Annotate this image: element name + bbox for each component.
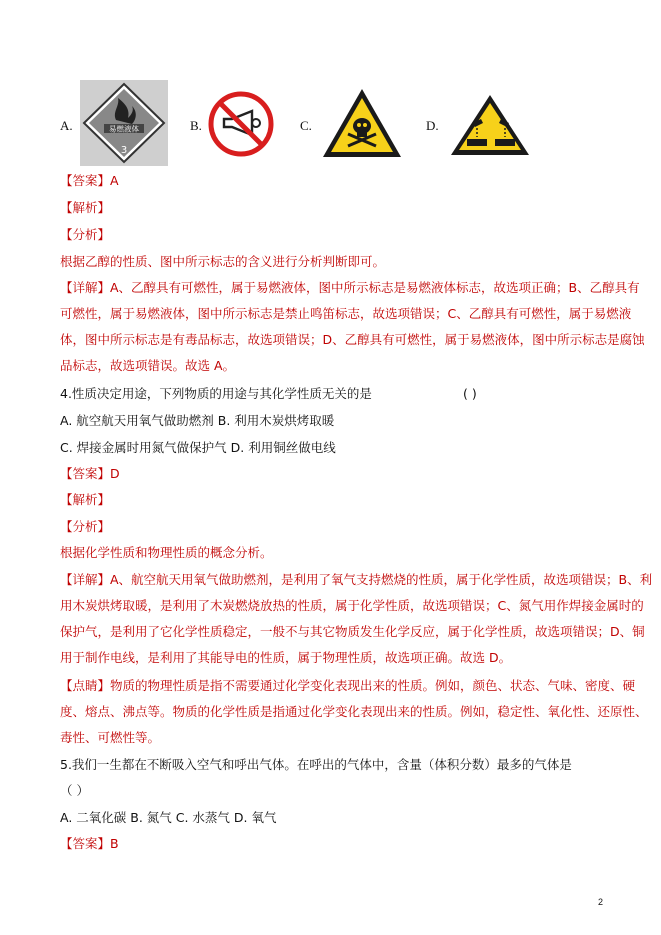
q3-answer: [60, 173, 119, 189]
q4-detail-line: 用木炭烘烤取暖，是利用了木炭燃烧放热的性质，属于化学性质，故选项错误；C、氮气用作焊接金属时的: [60, 598, 644, 613]
option-c-label: C.: [300, 118, 312, 133]
q3-answer-value: A: [110, 173, 119, 188]
q3-fenxi-heading: 【分析】: [60, 227, 111, 242]
q4-paren: ( ): [463, 386, 477, 401]
q5-answer-tag: 【答案】: [60, 836, 111, 851]
sign-a-text: 易燃液体: [109, 124, 139, 134]
q3-analysis: 根据乙醇的性质、图中所示标志的含义进行分析判断即可。: [60, 254, 386, 269]
q4-dianjing-line: 【点睛】物质的物理性质是指不需要通过化学变化表现出来的性质。例如，颜色、状态、气味、密度、硬: [60, 678, 636, 693]
q4-dianjing-line: 毒性、可燃性等。: [60, 730, 161, 745]
q4-detail-line: 保护气，是利用了它化学性质稳定，一般不与其它物质发生化学反应，属于化学性质，故选项错误；D、铜: [60, 624, 645, 639]
q4-answer: [60, 466, 120, 482]
q4-stem: 4.性质决定用途，下列物质的用途与其化学性质无关的是: [60, 386, 372, 401]
option-d-label: D.: [426, 118, 439, 133]
q3-jiexi-heading: 【解析】: [60, 200, 111, 215]
q4-options-cd: C. 焊接金属时用氮气做保护气 D. 利用铜丝做电线: [60, 440, 336, 455]
page-number: 2: [597, 897, 603, 907]
q3-detail-line: 可燃性，属于易燃液体，图中所示标志是禁止鸣笛标志，故选项错误；C、乙醇具有可燃性，属于易燃液: [60, 306, 632, 321]
no-horn-sign-icon: [208, 91, 274, 157]
q4-dianjing-line: 度、熔点、沸点等。物质的化学性质是指通过化学变化表现出来的性质。例如，稳定性、氧化性、还原性、: [60, 704, 648, 719]
q3-detail-line: 品标志，故选项错误。故选 A。: [60, 358, 236, 373]
q4-analysis: 根据化学性质和物理性质的概念分析。: [60, 545, 273, 560]
q4-detail-line: 用于制作电线，是利用了其能导电的性质，属于物理性质，故选项正确。故选 D。: [60, 650, 512, 665]
q3-detail-line: 【详解】A、乙醇具有可燃性，属于易燃液体，图中所示标志是易燃液体标志，故选项正确；B、乙醇具有: [60, 280, 640, 295]
option-a-label: A.: [60, 118, 73, 133]
q4-fenxi-heading: 【分析】: [60, 519, 111, 534]
q5-stem: 5.我们一生都在不断吸入空气和呼出气体。在呼出的气体中，含量（体积分数）最多的气体是: [60, 757, 572, 772]
q3-detail-line: 体，图中所示标志是有毒品标志，故选项错误；D、乙醇具有可燃性，属于易燃液体，图中所示标志是腐蚀: [60, 332, 645, 347]
q3-answer-tag: 【答案】: [60, 173, 111, 188]
q5-answer-value: B: [110, 836, 119, 851]
toxic-skull-sign-icon: [320, 86, 404, 160]
corrosive-sign-icon: [449, 93, 531, 157]
q4-jiexi-heading: 【解析】: [60, 492, 111, 507]
q4-detail-line: 【详解】A、航空航天用氧气做助燃剂，是利用了氧气支持燃烧的性质，属于化学性质，故选项错误；B、利: [60, 572, 653, 587]
q4-answer-value: D: [110, 466, 120, 481]
sign-a-number: 3: [120, 145, 128, 156]
option-b-label: B.: [190, 118, 202, 133]
q5-answer: [60, 836, 119, 852]
q5-options: A. 二氧化碳 B. 氮气 C. 水蒸气 D. 氧气: [60, 810, 277, 825]
q5-paren: （ ）: [60, 783, 89, 798]
flammable-liquid-sign-icon: [80, 80, 168, 166]
q4-answer-tag: 【答案】: [60, 466, 111, 481]
q4-options-ab: A. 航空航天用氧气做助燃剂 B. 利用木炭烘烤取暖: [60, 413, 335, 428]
